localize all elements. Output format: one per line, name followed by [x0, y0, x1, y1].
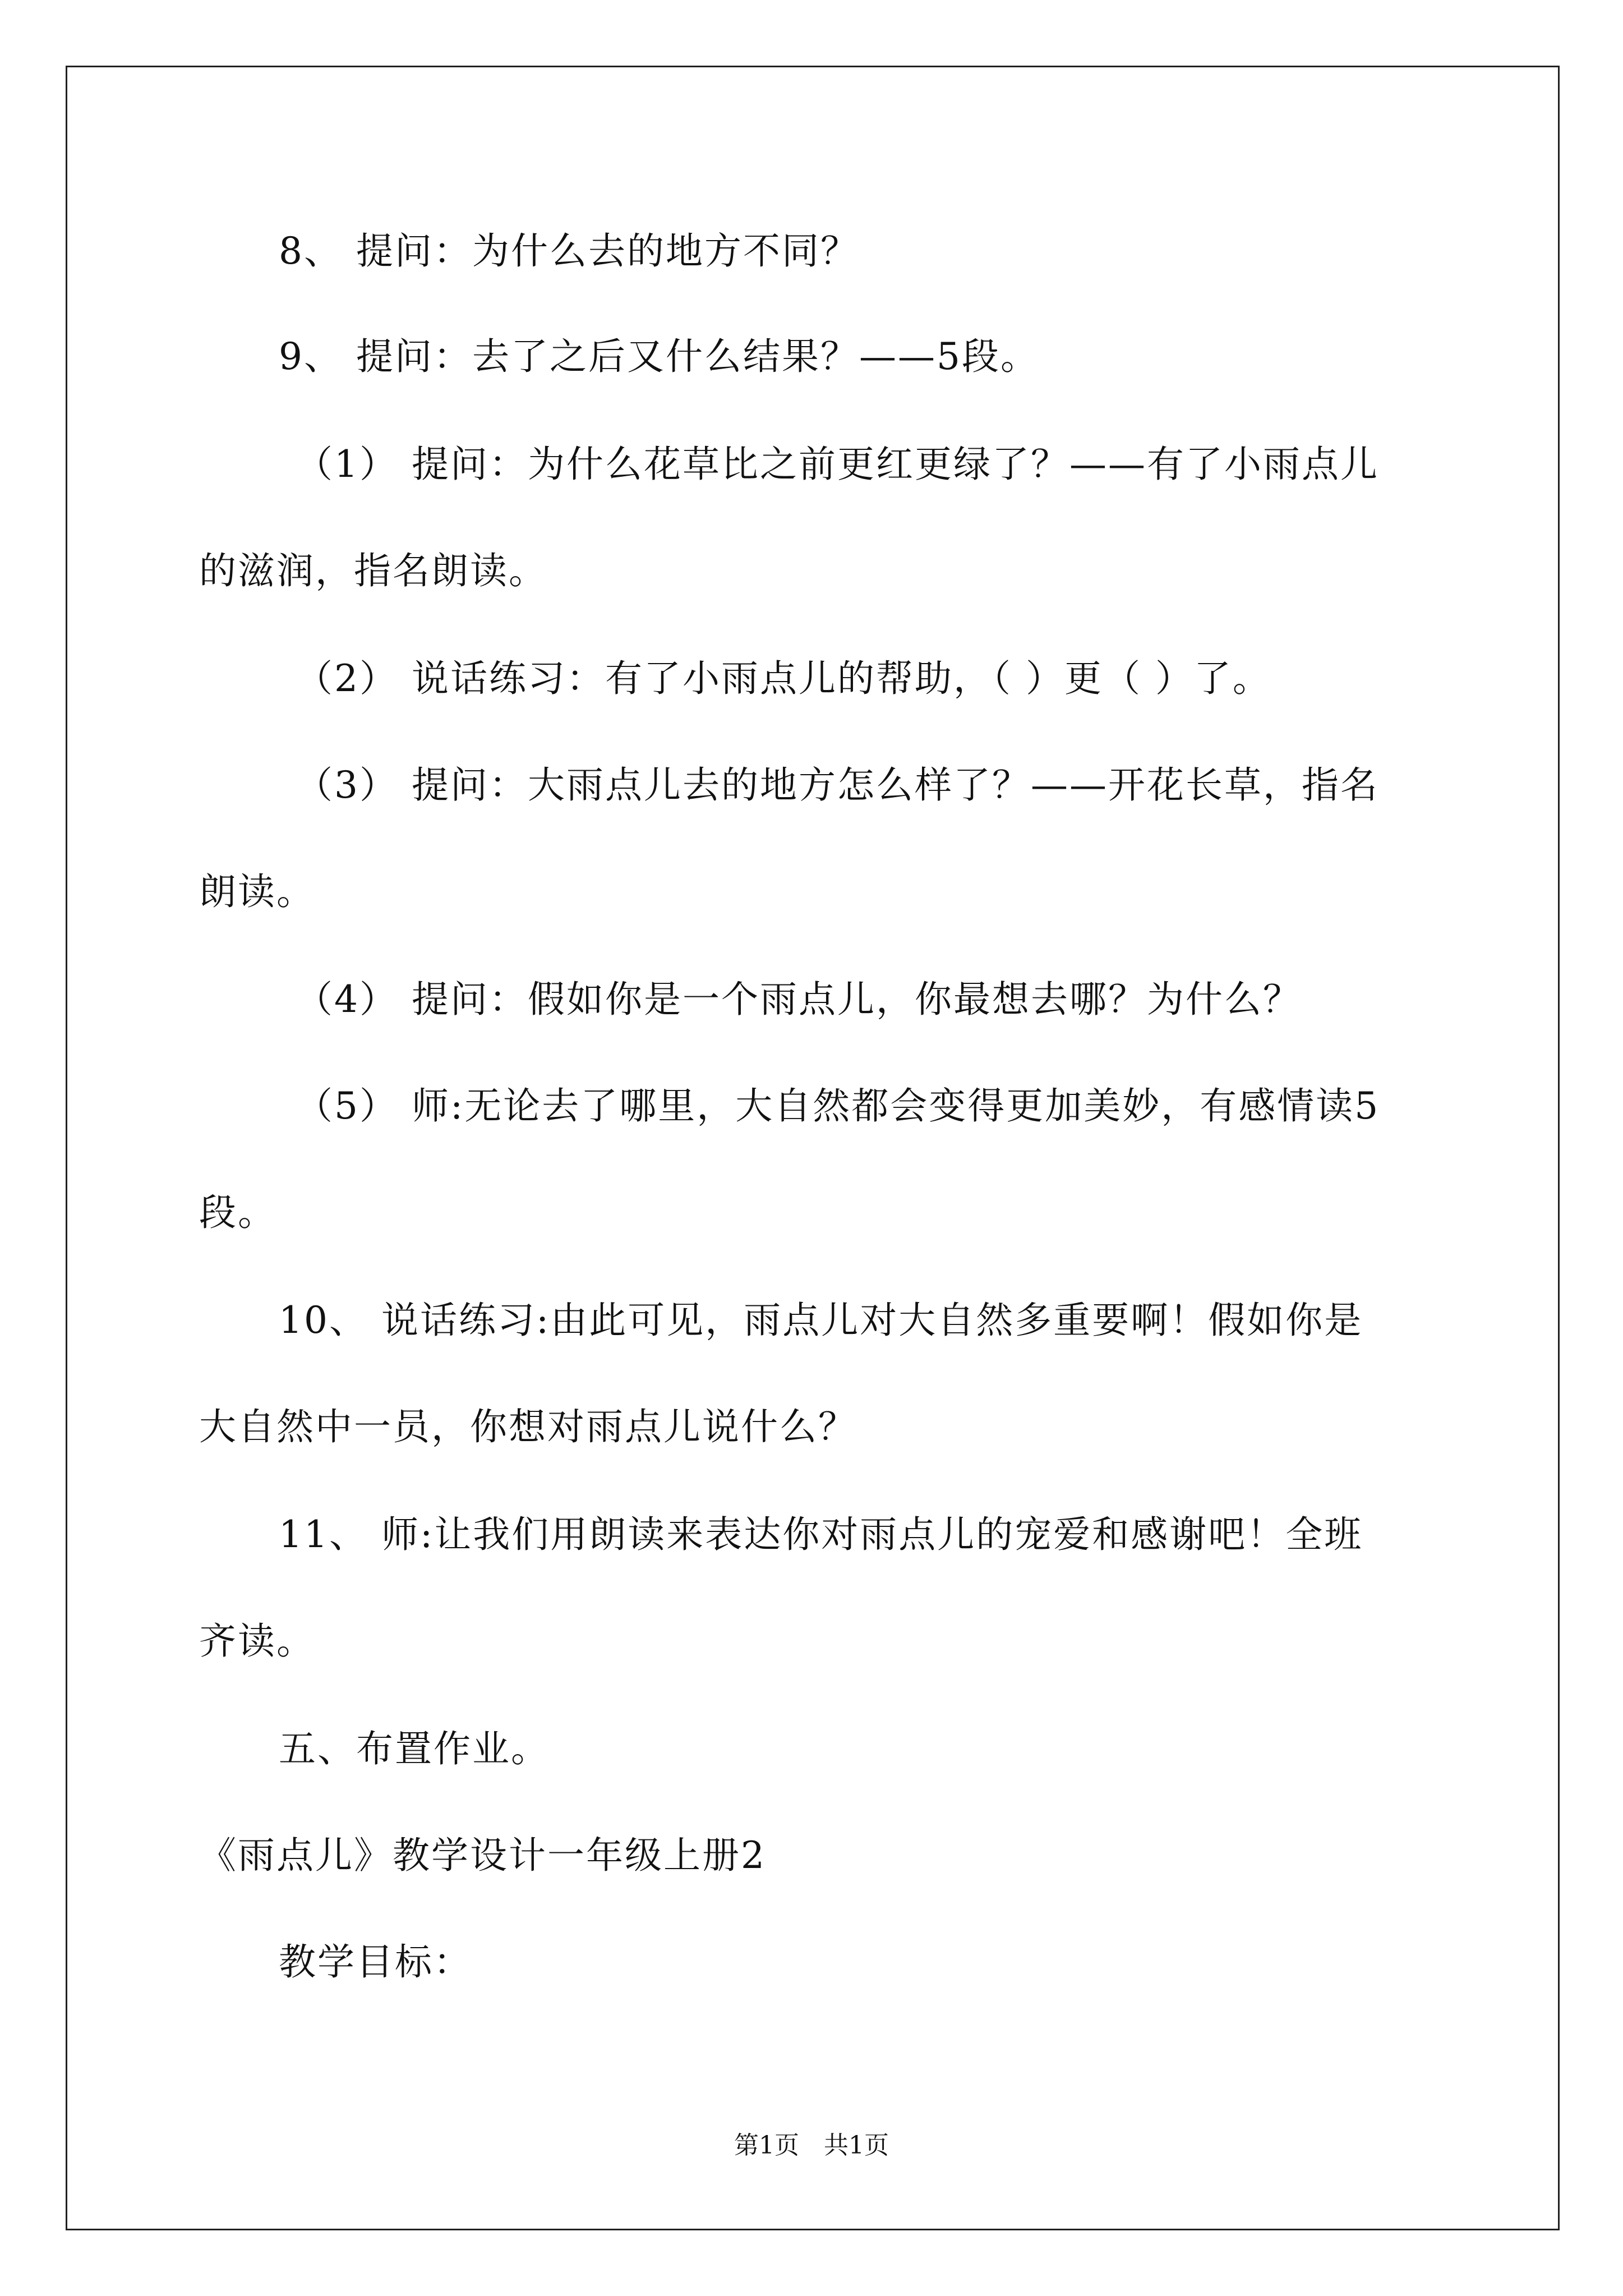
page-number: 第1页 共1页 — [734, 2131, 889, 2160]
paragraph-line: （4） 提问：假如你是一个雨点儿，你最想去哪？为什么？ — [296, 978, 1302, 1021]
paragraph-9-5 — [199, 1078, 1529, 1241]
paragraph-8 — [279, 223, 1456, 279]
teaching-goals-heading — [279, 1934, 1456, 1990]
paragraph-10 — [199, 1292, 1456, 1455]
paragraph-9-2 — [296, 651, 1529, 707]
paragraph-9 — [279, 329, 1456, 385]
paragraph-line: 10、 说话练习:由此可见，雨点儿对大自然多重要啊！假如你是 — [279, 1299, 1363, 1342]
paragraph-line-continued: 大自然中一员，你想对雨点儿说什么？ — [199, 1405, 857, 1448]
paragraph-line: 五、布置作业。 — [279, 1727, 550, 1770]
paragraph-line-continued: 的滋润，指名朗读。 — [199, 549, 547, 592]
paragraph-9-4 — [296, 972, 1529, 1028]
paragraph-line-continued: 朗读。 — [199, 870, 315, 913]
paragraph-11 — [199, 1507, 1456, 1669]
paragraph-9-3 — [199, 757, 1529, 920]
paragraph-line: 《雨点儿》教学设计一年级上册2 — [199, 1834, 766, 1877]
paragraph-line: 9、 提问：去了之后又什么结果？——5段。 — [279, 335, 1039, 378]
paragraph-line: （2） 说话练习：有了小雨点儿的帮助，（ ）更（ ）了。 — [296, 657, 1271, 700]
page-footer — [0, 2129, 1623, 2162]
section-five-heading — [279, 1721, 1456, 1777]
paragraph-line: 8、 提问：为什么去的地方不同？ — [279, 229, 859, 273]
paragraph-9-1 — [199, 436, 1529, 599]
lesson-title — [199, 1828, 1433, 1884]
paragraph-line: 11、 师:让我们用朗读来表达你对雨点儿的宠爱和感谢吧！全班 — [279, 1513, 1363, 1556]
paragraph-line: （3） 提问：大雨点儿去的地方怎么样了？——开花长草，指名 — [296, 763, 1379, 807]
paragraph-line-continued: 段。 — [199, 1191, 276, 1234]
paragraph-line: （1） 提问：为什么花草比之前更红更绿了？——有了小雨点儿 — [296, 443, 1379, 486]
paragraph-line-continued: 齐读。 — [199, 1619, 315, 1663]
paragraph-line: 教学目标： — [279, 1940, 472, 1984]
paragraph-line: （5） 师:无论去了哪里，大自然都会变得更加美妙，有感情读5 — [296, 1084, 1380, 1128]
